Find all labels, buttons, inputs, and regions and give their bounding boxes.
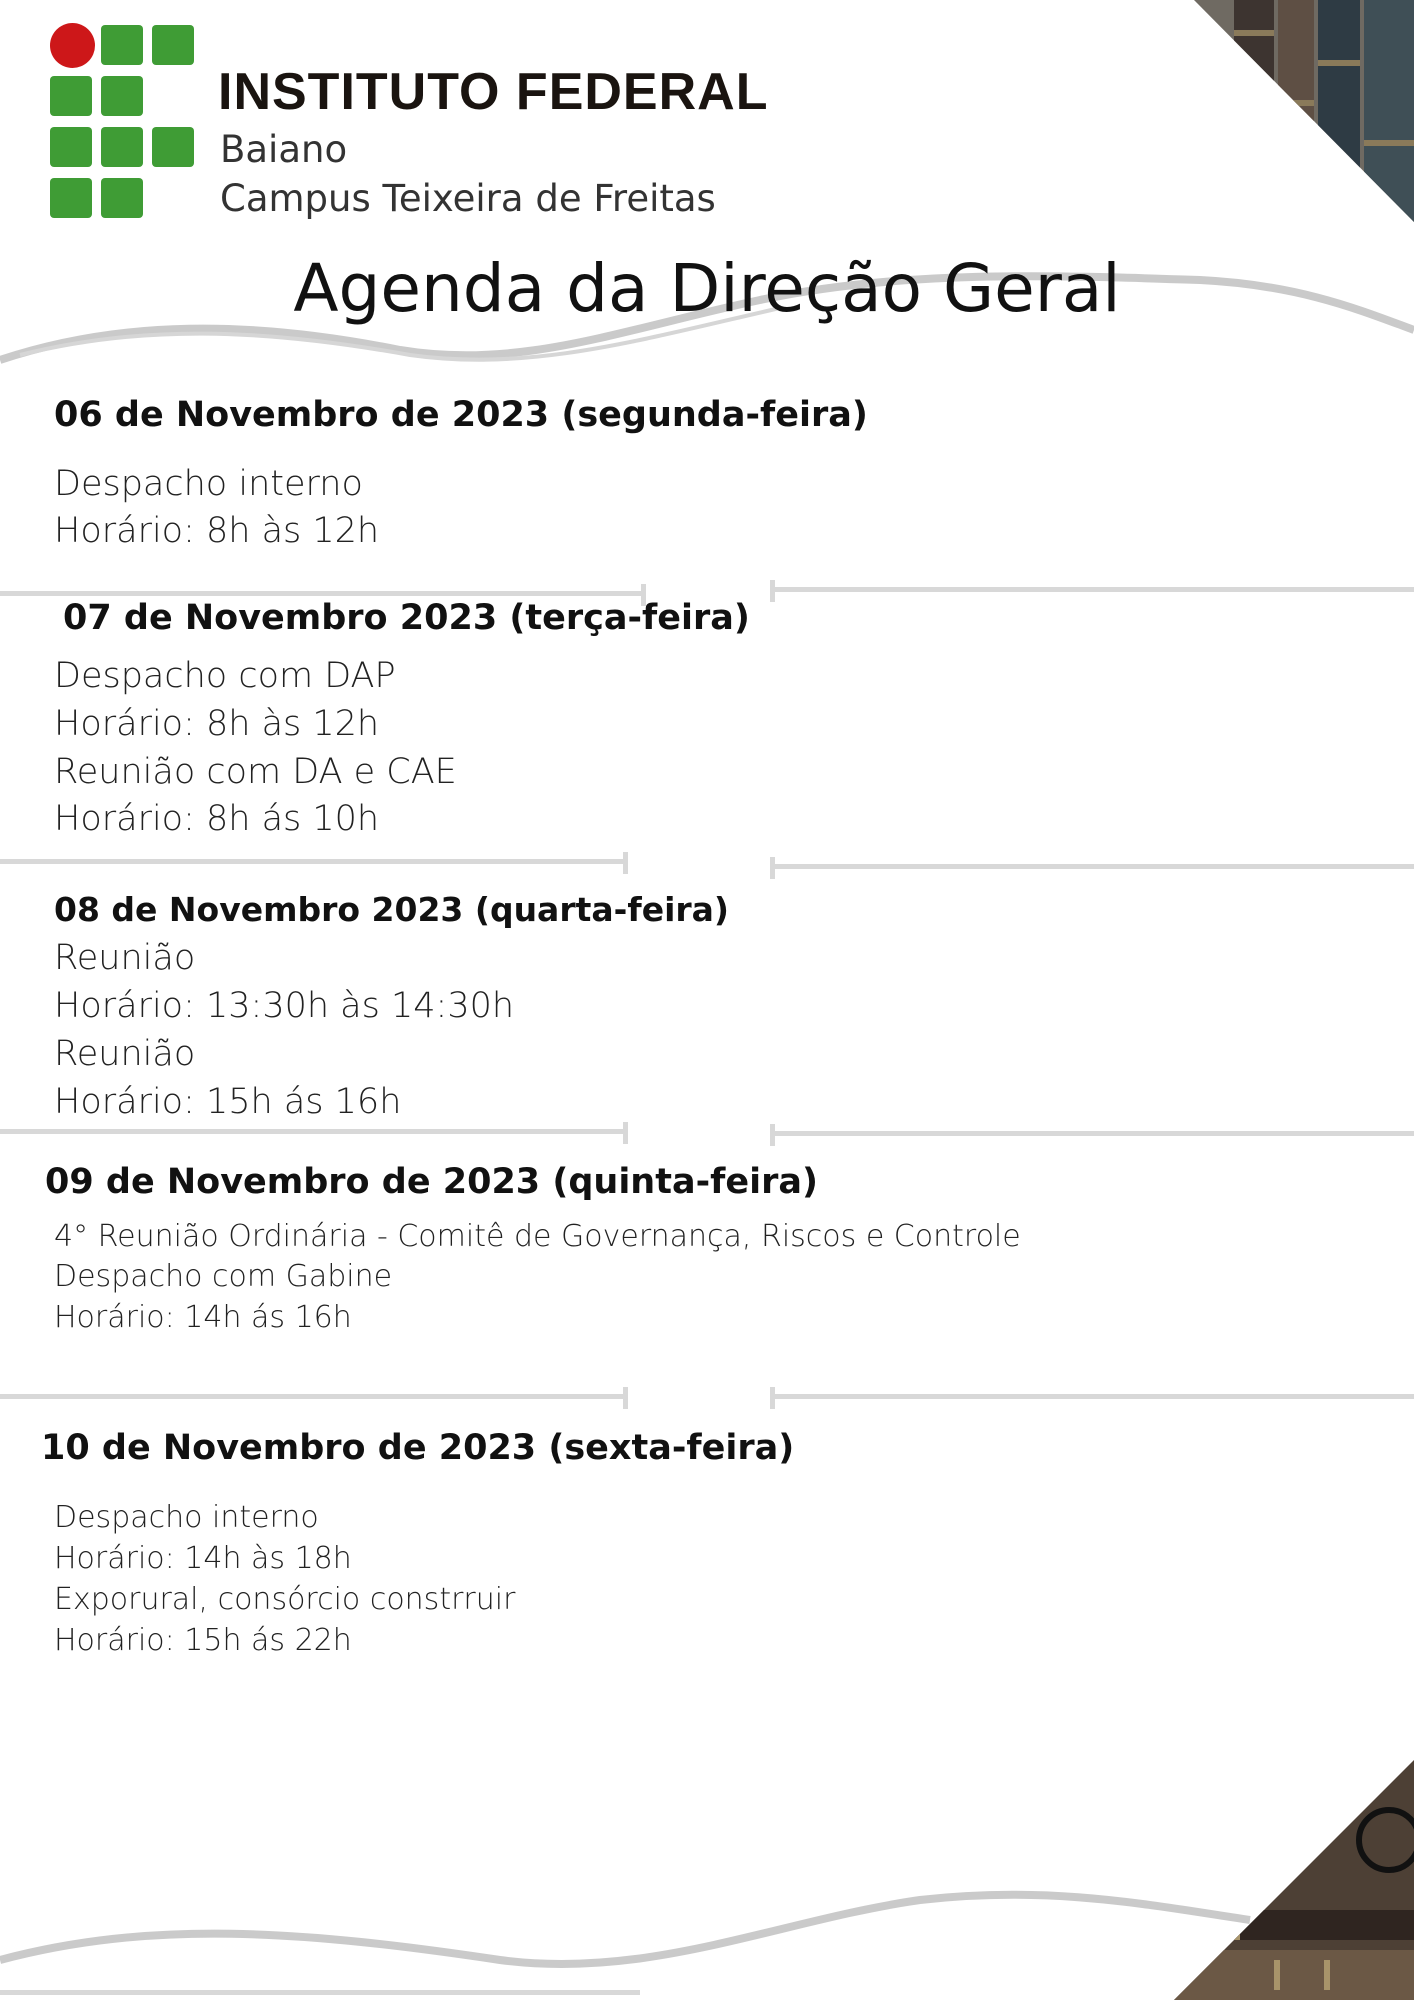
swoosh-decoration-bottom: [0, 1880, 1414, 2000]
logo-square: [101, 127, 143, 167]
day-heading: 09 de Novembro de 2023 (quinta-feira): [45, 1162, 818, 1202]
agenda-line: Horário: 14h às 18h: [54, 1541, 352, 1576]
agenda-line: 4° Reunião Ordinária - Comitê de Governança, Riscos e Controle: [54, 1219, 1021, 1254]
section-divider: [0, 591, 645, 596]
section-divider: [623, 852, 628, 874]
page-title: [0, 250, 1414, 327]
logo-red-dot: [50, 23, 95, 68]
books-corner-top-right: [1194, 0, 1414, 230]
agenda-line: Horário: 13:30h às 14:30h: [54, 986, 515, 1026]
agenda-line: Horário: 8h ás 10h: [54, 799, 380, 839]
logo-square: [101, 178, 143, 218]
section-divider: [623, 1387, 628, 1409]
agenda-line: Reunião: [54, 938, 196, 978]
day-heading: 10 de Novembro de 2023 (sexta-feira): [41, 1428, 795, 1468]
logo-square: [152, 127, 194, 167]
agenda-line: Despacho interno: [54, 464, 363, 504]
agenda-line: Horário: 14h ás 16h: [54, 1300, 352, 1335]
page-title-text: Agenda da Direção Geral: [293, 250, 1121, 327]
section-divider: [0, 1394, 627, 1399]
agenda-line: Despacho com DAP: [54, 656, 396, 696]
section-divider: [0, 859, 627, 864]
agenda-line: Reunião com DA e CAE: [54, 752, 457, 792]
day-heading: 06 de Novembro de 2023 (segunda-feira): [54, 395, 868, 435]
logo-square: [50, 178, 92, 218]
logo-square: [152, 25, 194, 65]
agenda-line: Despacho com Gabine: [54, 1259, 393, 1294]
agenda-line: Despacho interno: [54, 1500, 319, 1535]
institution-name: INSTITUTO FEDERAL: [218, 63, 769, 121]
logo-square: [50, 127, 92, 167]
campus-name: Campus Teixeira de Freitas: [220, 177, 716, 220]
agenda-line: Horário: 15h ás 22h: [54, 1623, 352, 1658]
section-divider: [770, 1394, 1414, 1399]
section-divider: [770, 587, 1414, 592]
section-divider: [770, 580, 775, 602]
agenda-line: Horário: 8h às 12h: [54, 511, 380, 551]
logo-square: [101, 25, 143, 65]
section-divider: [770, 1387, 775, 1409]
section-divider: [770, 1131, 1414, 1136]
institution-subtitle: Baiano: [220, 128, 348, 171]
logo-square: [50, 76, 92, 116]
section-divider: [0, 1129, 627, 1134]
agenda-line: Horário: 8h às 12h: [54, 704, 380, 744]
agenda-line: Horário: 15h ás 16h: [54, 1082, 402, 1122]
section-divider: [770, 1124, 775, 1146]
institution-logo: [50, 23, 195, 219]
day-heading: 07 de Novembro 2023 (terça-feira): [63, 598, 750, 638]
agenda-line: Exporural, consórcio constrruir: [54, 1582, 516, 1617]
section-divider: [770, 857, 775, 879]
day-heading: 08 de Novembro 2023 (quarta-feira): [54, 890, 730, 929]
section-divider: [770, 864, 1414, 869]
section-divider: [623, 1122, 628, 1144]
agenda-line: Reunião: [54, 1034, 196, 1074]
logo-square: [101, 76, 143, 116]
